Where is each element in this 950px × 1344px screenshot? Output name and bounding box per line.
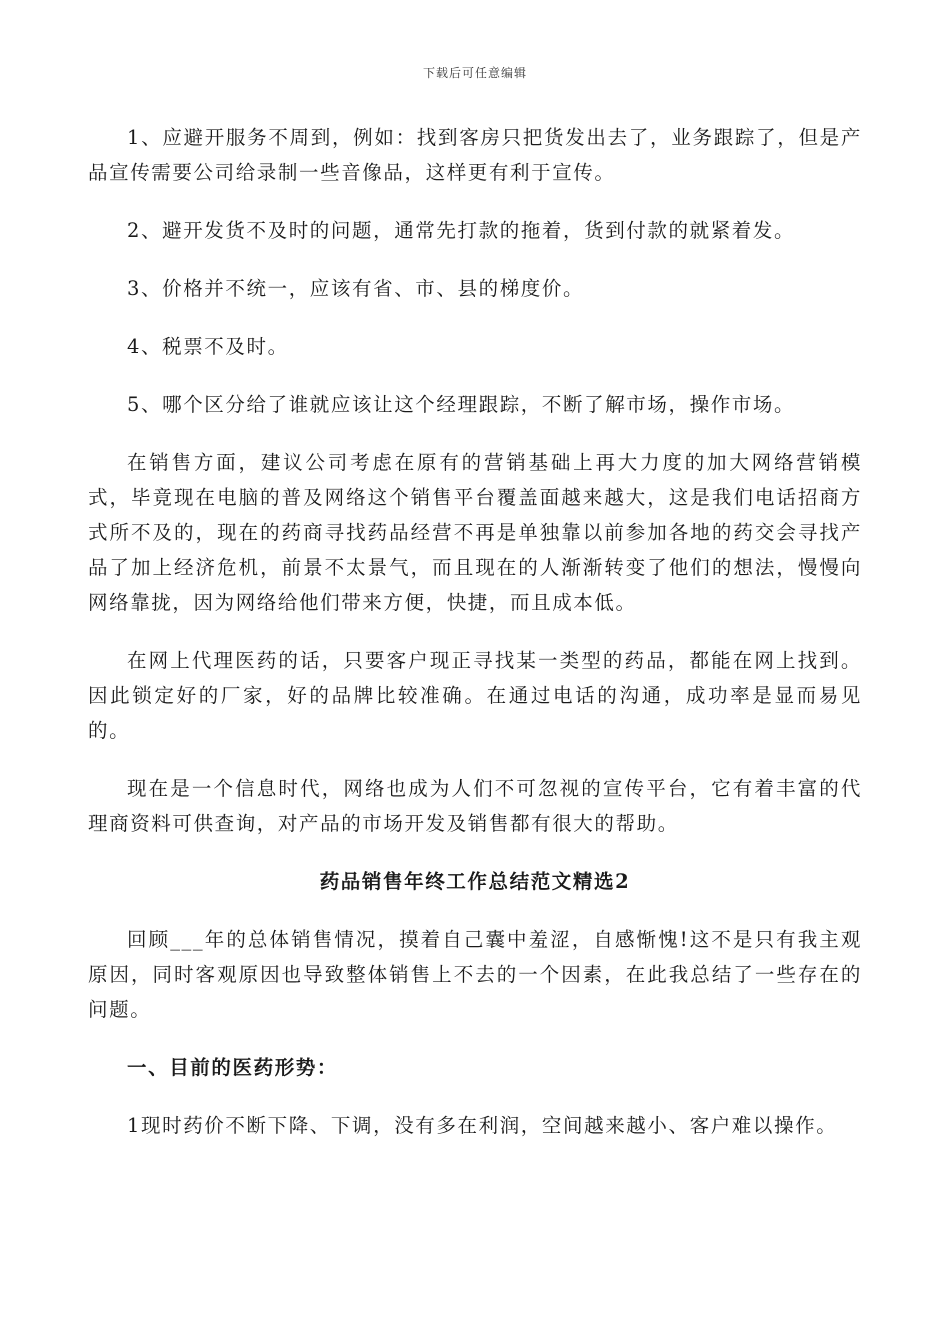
paragraph-10: 1现时药价不断下降、下调，没有多在利润，空间越来越小、客户难以操作。 [127, 1114, 838, 1137]
paragraph-5: 5、哪个区分给了谁就应该让这个经理跟踪，不断了解市场，操作市场。 [127, 393, 796, 416]
paragraph-4: 4、税票不及时。 [127, 335, 289, 358]
paragraph-8: 现在是一个信息时代，网络也成为人们不可忽视的宣传平台，它有着丰富的代理商资料可供查询，对产品的市场开发及销售都有很大的帮助。 [88, 777, 862, 835]
section-title: 药品销售年终工作总结范文精选2 [319, 870, 631, 893]
section-heading: 一、目前的医药形势： [127, 1056, 339, 1079]
paragraph-2: 2、避开发货不及时的问题，通常先打款的拖着，货到付款的就紧着发。 [127, 219, 796, 242]
paragraph-9: 回顾___年的总体销售情况，摸着自己囊中羞涩，自感惭愧!这不是只有我主观原因，同时客观原因也导致整体销售上不去的一个因素，在此我总结了一些存在的问题。 [88, 928, 862, 1021]
paragraph-7: 在网上代理医药的话，只要客户现正寻找某一类型的药品，都能在网上找到。因此锁定好的厂家，好的品牌比较准确。在通过电话的沟通，成功率是显而易见的。 [88, 649, 862, 742]
paragraph-3: 3、价格并不统一，应该有省、市、县的梯度价。 [127, 277, 585, 300]
paragraph-1: 1、应避开服务不周到，例如：找到客房只把货发出去了，业务跟踪了，但是产品宣传需要公司给录制一些音像品，这样更有利于宣传。 [88, 126, 862, 184]
paragraph-6: 在销售方面，建议公司考虑在原有的营销基础上再大力度的加大网络营销模式，毕竟现在电脑的普及网络这个销售平台覆盖面越来越大，这是我们电话招商方式所不及的，现在的药商寻找药品经营不再是单独靠以前参加各地的药交会寻找产品了加上经济危机，前景不太景气，而且现在的人渐渐转变了他们的想法，慢慢向网络靠拢，因为网络给他们带来方便，快捷，而且成本低。 [88, 451, 862, 614]
document-body [88, 120, 862, 1143]
header-note: 下载后可任意编辑 [422, 66, 527, 80]
